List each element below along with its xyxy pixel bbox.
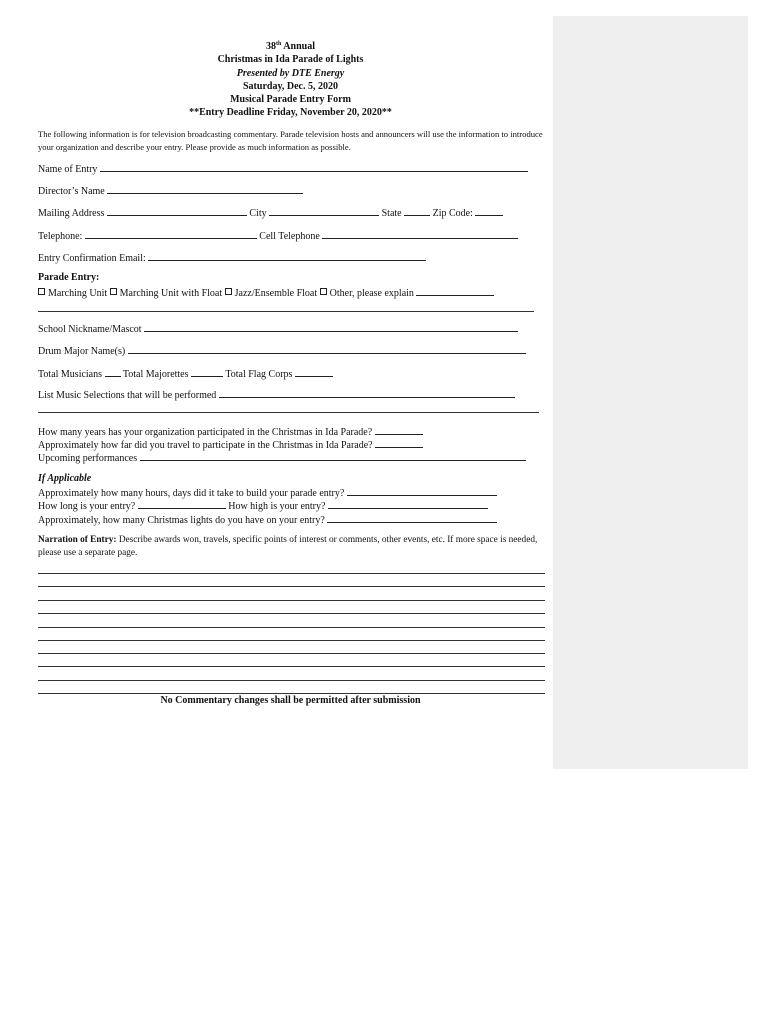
city-field[interactable] bbox=[269, 206, 379, 216]
email-row bbox=[38, 251, 426, 265]
directors-name-row bbox=[38, 184, 303, 198]
totals-row bbox=[38, 367, 333, 381]
event-title: Christmas in Ida Parade of Lights bbox=[217, 54, 364, 66]
other-explain-field[interactable] bbox=[416, 286, 494, 296]
parade-entry-options bbox=[38, 286, 494, 300]
lights-field[interactable] bbox=[327, 513, 497, 523]
parade-entry-heading: Parade Entry: bbox=[38, 272, 100, 283]
lights-label: Approximately, how many Christmas lights do you have on your entry? bbox=[38, 515, 325, 526]
annual-number: 38 bbox=[266, 41, 276, 52]
narration-line[interactable] bbox=[38, 693, 545, 694]
build-time-row bbox=[38, 486, 497, 500]
form-name: Musical Parade Entry Form bbox=[230, 94, 351, 106]
years-label: How many years has your organization participated in the Christmas in Ida Parade? bbox=[38, 427, 373, 438]
total-musicians-label: Total Musicians bbox=[38, 369, 103, 380]
upcoming-row bbox=[38, 451, 526, 465]
narration-heading: Narration of Entry: bbox=[38, 535, 117, 545]
zip-label: Zip Code: bbox=[432, 208, 473, 219]
directors-name-label: Director’s Name bbox=[38, 186, 105, 197]
telephone-row bbox=[38, 229, 518, 243]
narration-line[interactable] bbox=[38, 640, 545, 641]
event-date: Saturday, Dec. 5, 2020 bbox=[243, 80, 338, 92]
annual-word: Annual bbox=[283, 41, 315, 52]
mailing-address-field[interactable] bbox=[107, 206, 247, 216]
how-long-field[interactable] bbox=[138, 499, 226, 509]
how-high-label: How high is your entry? bbox=[228, 501, 326, 512]
music-selections-field[interactable] bbox=[219, 388, 515, 398]
narration-block bbox=[38, 534, 546, 559]
distance-field[interactable] bbox=[375, 438, 423, 448]
upcoming-field[interactable] bbox=[140, 451, 526, 461]
footer-notice: No Commentary changes shall be permitted after submission bbox=[160, 695, 421, 706]
years-row bbox=[38, 425, 423, 439]
how-high-field[interactable] bbox=[328, 499, 488, 509]
total-majorettes-label: Total Majorettes bbox=[122, 369, 189, 380]
total-flag-corps-label: Total Flag Corps bbox=[225, 369, 293, 380]
confirmation-email-label: Entry Confirmation Email: bbox=[38, 253, 146, 264]
build-time-field[interactable] bbox=[347, 486, 497, 496]
narration-line[interactable] bbox=[38, 666, 545, 667]
narration-line[interactable] bbox=[38, 680, 545, 681]
narration-text: Describe awards won, travels, specific points of interest or comments, other events, etc. If more space is needed, please use a separate page. bbox=[38, 535, 538, 558]
option-jazz-ensemble: Jazz/Ensemble Float bbox=[234, 288, 318, 299]
distance-row bbox=[38, 438, 423, 452]
cell-telephone-field[interactable] bbox=[322, 229, 518, 239]
nickname-field[interactable] bbox=[144, 322, 518, 332]
narration-line[interactable] bbox=[38, 573, 545, 574]
narration-line[interactable] bbox=[38, 653, 545, 654]
annual-line bbox=[38, 40, 543, 53]
name-of-entry-label: Name of Entry bbox=[38, 164, 98, 175]
years-field[interactable] bbox=[375, 425, 423, 435]
nickname-row bbox=[38, 322, 518, 336]
narration-line[interactable] bbox=[38, 600, 545, 601]
entry-deadline: **Entry Deadline Friday, November 20, 2020** bbox=[189, 107, 392, 119]
comment-sidebar bbox=[553, 16, 748, 769]
nickname-label: School Nickname/Mascot bbox=[38, 324, 142, 335]
mailing-address-label: Mailing Address bbox=[38, 208, 105, 219]
telephone-field[interactable] bbox=[85, 229, 257, 239]
narration-line[interactable] bbox=[38, 586, 545, 587]
checkbox-marching-unit-float[interactable] bbox=[110, 288, 117, 295]
size-row bbox=[38, 499, 488, 513]
how-long-label: How long is your entry? bbox=[38, 501, 136, 512]
name-of-entry-field[interactable] bbox=[100, 162, 528, 172]
option-marching-unit-float: Marching Unit with Float bbox=[119, 288, 223, 299]
name-of-entry-row bbox=[38, 162, 528, 176]
narration-line[interactable] bbox=[38, 627, 545, 628]
option-other: Other, please explain bbox=[329, 288, 414, 299]
checkbox-jazz-ensemble[interactable] bbox=[225, 288, 232, 295]
annual-superscript: th bbox=[276, 41, 282, 47]
presenter: Presented by DTE Energy bbox=[236, 67, 345, 79]
zip-field[interactable] bbox=[475, 206, 503, 216]
drum-major-label: Drum Major Name(s) bbox=[38, 346, 126, 357]
other-explain-line[interactable] bbox=[38, 311, 534, 312]
checkbox-marching-unit[interactable] bbox=[38, 288, 45, 295]
narration-line[interactable] bbox=[38, 613, 545, 614]
total-musicians-field[interactable] bbox=[105, 367, 121, 377]
city-label: City bbox=[249, 208, 267, 219]
drum-major-row bbox=[38, 344, 526, 358]
music-selections-row bbox=[38, 388, 515, 402]
option-marching-unit: Marching Unit bbox=[48, 288, 108, 299]
total-flag-corps-field[interactable] bbox=[295, 367, 333, 377]
intro-text: The following information is for television broadcasting commentary. Parade television hosts and announcers will use the information to introduce your organization and describe your entry. Please provide as much information as possible. bbox=[38, 129, 543, 152]
if-applicable-heading: If Applicable bbox=[38, 473, 92, 484]
address-row bbox=[38, 206, 503, 220]
music-selections-label: List Music Selections that will be performed bbox=[38, 390, 217, 401]
state-label: State bbox=[381, 208, 402, 219]
upcoming-label: Upcoming performances bbox=[38, 453, 138, 464]
telephone-label: Telephone: bbox=[38, 231, 83, 242]
confirmation-email-field[interactable] bbox=[148, 251, 426, 261]
directors-name-field[interactable] bbox=[107, 184, 303, 194]
checkbox-other[interactable] bbox=[320, 288, 327, 295]
build-time-label: Approximately how many hours, days did it take to build your parade entry? bbox=[38, 488, 345, 499]
distance-label: Approximately how far did you travel to participate in the Christmas in Ida Parade? bbox=[38, 440, 373, 451]
cell-telephone-label: Cell Telephone bbox=[259, 231, 320, 242]
state-field[interactable] bbox=[404, 206, 430, 216]
total-majorettes-field[interactable] bbox=[191, 367, 223, 377]
drum-major-field[interactable] bbox=[128, 344, 526, 354]
music-selections-line-2[interactable] bbox=[38, 412, 539, 413]
lights-row bbox=[38, 513, 497, 527]
form-header bbox=[38, 40, 543, 120]
